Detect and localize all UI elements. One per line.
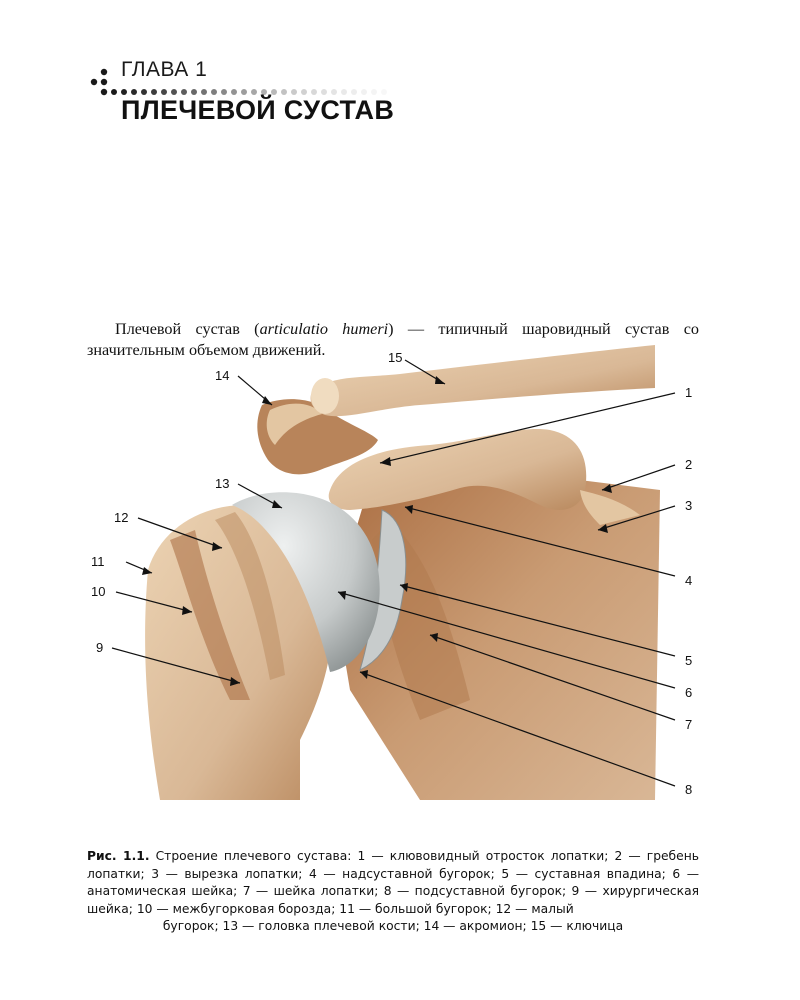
callout-4: 4 — [685, 573, 693, 588]
intro-rest: ) — типичный шаровидный сустав со значительным объемом движений. — [87, 320, 699, 360]
callout-11: 11 — [91, 554, 105, 569]
callout-5: 5 — [685, 653, 693, 668]
intro-latin-term: articulatio humeri — [259, 320, 389, 339]
callout-10: 10 — [91, 584, 106, 599]
intro-lead: Плечевой сустав ( — [115, 320, 260, 339]
chapter-title: ПЛЕЧЕВОЙ СУСТАВ — [121, 95, 395, 125]
caption-number: Рис. 1.1. — [87, 849, 150, 864]
callout-9: 9 — [96, 640, 104, 655]
callout-6: 6 — [685, 685, 693, 700]
chapter-label: ГЛАВА 1 — [121, 58, 208, 81]
caption-text: Строение плечевого сустава: 1 — клювовидный отросток лопатки; 2 — гребень лопатки; 3 — вырезка лопатки; 4 — надсуставной бугорок; 5 — суставная впадина; 6 — анатомическая шейка; 7 — шейка лопатки; 8 — подсуставной бугорок; 9 — хирургическая шейка; 10 — межбугорковая борозда; 11 — большой бугорок; 12 — малый — [87, 849, 699, 916]
callout-7: 7 — [685, 717, 693, 732]
callout-2: 2 — [685, 457, 693, 472]
clavicle — [311, 345, 655, 416]
figure-caption — [87, 848, 699, 936]
callout-14: 14 — [215, 368, 230, 383]
callout-12: 12 — [114, 510, 129, 525]
callout-15: 15 — [388, 350, 403, 365]
callout-3: 3 — [685, 498, 693, 513]
callout-13: 13 — [215, 476, 230, 491]
callout-8: 8 — [685, 782, 693, 797]
caption-last-line: бугорок; 13 — головка плечевой кости; 14 — акромион; 15 — ключица — [162, 919, 624, 934]
shoulder-joint-illustration — [0, 340, 800, 830]
callout-1: 1 — [685, 385, 693, 400]
